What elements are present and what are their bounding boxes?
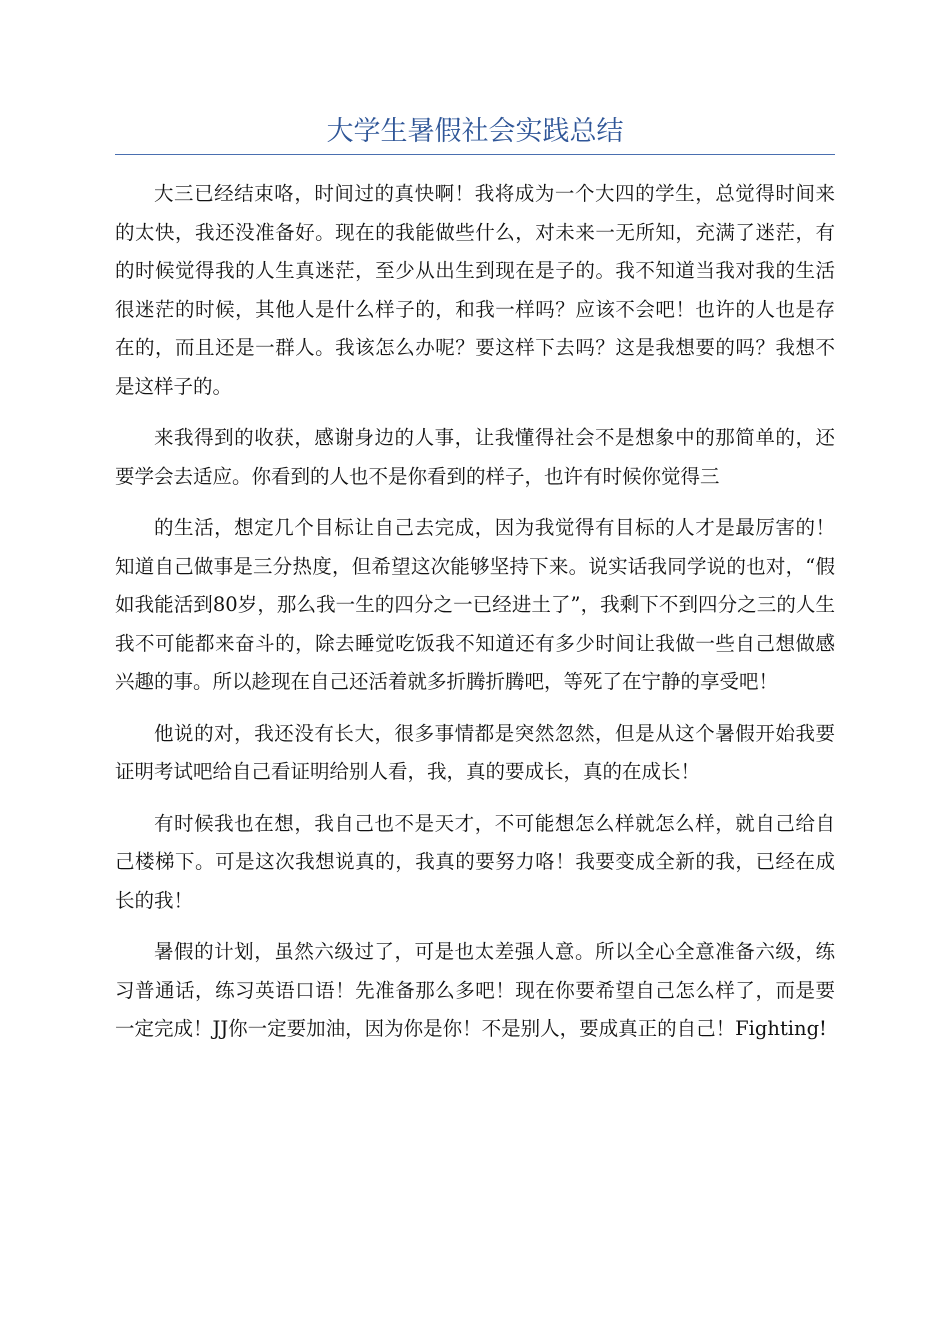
paragraph-6: 暑假的计划，虽然六级过了，可是也太差强人意。所以全心全意准备六级，练习普通话，练习英语口语！先准备那么多吧！现在你要希望自己怎么样了，而是要一定完成！JJ你一定要加油，因为你是你！不是别人，要成真正的自己！Fighting! [115, 940, 835, 1040]
page-title: 大学生暑假社会实践总结 [326, 116, 624, 147]
title-underline [115, 154, 835, 155]
paragraph-3: 的生活，想定几个目标让自己去完成，因为我觉得有目标的人才是最厉害的！知道自己做事是三分热度，但希望这次能够坚持下来。说实话我同学说的也对，“假如我能活到80岁，那么我一生的四分之一已经进土了”，我剩下不到四分之三的人生我不可能都来奋斗的，除去睡觉吃饭我不知道还有多少时间让我做一些自己想做感兴趣的事。所以趁现在自己还活着就多折腾折腾吧，等死了在宁静的享受吧！ [115, 516, 835, 693]
document-body [115, 175, 835, 1062]
paragraph-2: 来我得到的收获，感谢身边的人事，让我懂得社会不是想象中的那简单的，还要学会去适应。你看到的人也不是你看到的样子，也许有时候你觉得三 [115, 426, 835, 488]
paragraph-4: 他说的对，我还没有长大，很多事情都是突然忽然，但是从这个暑假开始我要证明考试吧给自己看证明给别人看，我，真的要成长，真的在成长！ [115, 721, 835, 783]
paragraph-1: 大三已经结束咯，时间过的真快啊！我将成为一个大四的学生，总觉得时间来的太快，我还没准备好。现在的我能做些什么，对未来一无所知，充满了迷茫，有的时候觉得我的人生真迷茫，至少从出生到现在是子的。我不知道当我对我的生活很迷茫的时候，其他人是什么样子的，和我一样吗？应该不会吧！也许的人也是存在的，而且还是一群人。我该怎么办呢？要这样下去吗？这是我想要的吗？我想不是这样子的。 [115, 182, 835, 398]
paragraph-5: 有时候我也在想，我自己也不是天才，不可能想怎么样就怎么样，就自己给自己楼梯下。可是这次我想说真的，我真的要努力咯！我要变成全新的我，已经在成长的我！ [115, 811, 835, 912]
